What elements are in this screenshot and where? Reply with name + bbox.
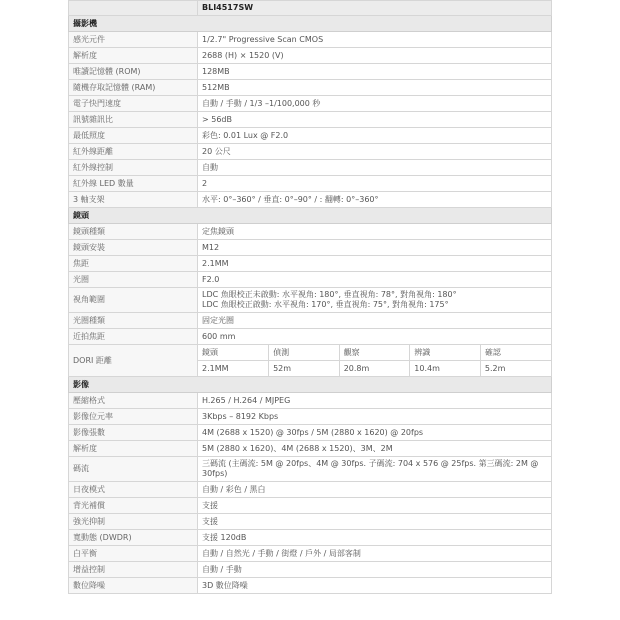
- spec-label: 光圈種類: [69, 313, 198, 329]
- spec-row: [69, 313, 552, 329]
- section-header: [69, 208, 552, 224]
- spec-label: 鏡頭安裝: [69, 240, 198, 256]
- spec-value-line: 支援 120dB: [202, 532, 247, 542]
- spec-value-line: 600 mm: [202, 331, 236, 341]
- section-title: 攝影機: [69, 16, 552, 32]
- spec-value: [198, 80, 552, 96]
- spec-label: 數位降噪: [69, 578, 198, 594]
- spec-row: [69, 562, 552, 578]
- spec-row: [69, 80, 552, 96]
- spec-value: [198, 176, 552, 192]
- spec-value: [198, 530, 552, 546]
- spec-value-line: 支援: [202, 500, 218, 510]
- spec-value-line: 512MB: [202, 82, 230, 92]
- spec-value-line: 20 公尺: [202, 146, 231, 156]
- spec-value: [198, 457, 552, 482]
- spec-value-line: 3Kbps – 8192 Kbps: [202, 411, 279, 421]
- dori-cell: [198, 345, 552, 377]
- spec-row: [69, 498, 552, 514]
- spec-label: 解析度: [69, 441, 198, 457]
- spec-row: [69, 192, 552, 208]
- spec-value: [198, 441, 552, 457]
- spec-value-line: LDC 魚眼校正未啟動: 水平視角: 180°, 垂直視角: 78°, 對角視角: 180°: [202, 290, 457, 299]
- spec-row: [69, 578, 552, 594]
- section-header: [69, 16, 552, 32]
- spec-value: [198, 482, 552, 498]
- spec-value: [198, 272, 552, 288]
- spec-row: [69, 530, 552, 546]
- spec-row: [69, 160, 552, 176]
- spec-label: 視角範圍: [69, 288, 198, 313]
- spec-value-line: 3D 數位降噪: [202, 580, 248, 590]
- dori-header-row: [198, 345, 551, 361]
- spec-value-line: 水平: 0°–360° / 垂直: 0°–90° / : 翻轉: 0°–360°: [202, 194, 379, 204]
- spec-value-line: 1/2.7" Progressive Scan CMOS: [202, 34, 324, 44]
- dori-table: [198, 345, 551, 376]
- spec-value-line: H.265 / H.264 / MJPEG: [202, 395, 291, 405]
- spec-value: [198, 329, 552, 345]
- dori-header: 偵測: [269, 345, 340, 361]
- spec-row: [69, 425, 552, 441]
- spec-value-line: 2: [202, 178, 208, 188]
- spec-value-line: 支援: [202, 516, 218, 526]
- spec-value: [198, 160, 552, 176]
- spec-label: 紅外線 LED 數量: [69, 176, 198, 192]
- spec-label: 紅外線控制: [69, 160, 198, 176]
- spec-label: 影像張數: [69, 425, 198, 441]
- spec-value: [198, 409, 552, 425]
- spec-value-line: 固定光圈: [202, 315, 234, 325]
- spec-label: 強光抑制: [69, 514, 198, 530]
- spec-row: [69, 128, 552, 144]
- spec-label: 鏡頭種類: [69, 224, 198, 240]
- spec-row: [69, 288, 552, 313]
- spec-row: [69, 546, 552, 562]
- spec-row: [69, 272, 552, 288]
- spec-label: 近拍焦距: [69, 329, 198, 345]
- section-header: [69, 377, 552, 393]
- spec-value: [198, 224, 552, 240]
- dori-value: 20.8m: [339, 361, 410, 377]
- spec-label: 電子快門速度: [69, 96, 198, 112]
- spec-row: [69, 112, 552, 128]
- spec-row: [69, 457, 552, 482]
- spec-row: [69, 240, 552, 256]
- spec-value: [198, 313, 552, 329]
- spec-value-line: 128MB: [202, 66, 230, 76]
- spec-value: [198, 192, 552, 208]
- spec-value: [198, 546, 552, 562]
- spec-value-line: 三碼流 (主碼流: 5M @ 20fps、4M @ 30fps. 子碼流: 704 x 576 @ 25fps. 第三碼流: 2M @: [202, 459, 539, 468]
- dori-label: DORI 距離: [69, 345, 198, 377]
- spec-value-line: 自動: [202, 162, 218, 172]
- model-name: BLI4517SW: [198, 1, 552, 16]
- spec-value-line: F2.0: [202, 274, 220, 284]
- spec-row: [69, 393, 552, 409]
- spec-value: [198, 112, 552, 128]
- spec-label: 隨機存取記憶體 (RAM): [69, 80, 198, 96]
- spec-value-line: 自動 / 彩色 / 黑白: [202, 484, 266, 494]
- spec-value: [198, 288, 552, 313]
- dori-value: 5.2m: [480, 361, 551, 377]
- spec-row: [69, 32, 552, 48]
- spec-label: 紅外線距離: [69, 144, 198, 160]
- dori-row: [69, 345, 552, 377]
- spec-label: 訊號雜訊比: [69, 112, 198, 128]
- spec-row: [69, 176, 552, 192]
- spec-value-line-2: LDC 魚眼校正啟動: 水平視角: 170°, 垂直視角: 75°, 對角視角: 175°: [202, 300, 449, 309]
- spec-label: 光圈: [69, 272, 198, 288]
- spec-label: 最低照度: [69, 128, 198, 144]
- spec-value: [198, 96, 552, 112]
- dori-value: 2.1MM: [202, 363, 229, 373]
- spec-value-line: 自動 / 自然光 / 手動 / 街燈 / 戶外 / 局部客制: [202, 548, 361, 558]
- spec-value-line-2: 30fps): [202, 469, 228, 478]
- spec-value-line: 5M (2880 x 1620)、4M (2688 x 1520)、3M、2M: [202, 443, 393, 453]
- spec-value-line: > 56dB: [202, 114, 232, 124]
- spec-label: 影像位元率: [69, 409, 198, 425]
- spec-row: [69, 256, 552, 272]
- dori-value: 10.4m: [410, 361, 481, 377]
- spec-value: [198, 48, 552, 64]
- spec-value: [198, 562, 552, 578]
- section-title: 影像: [69, 377, 552, 393]
- spec-label: 3 軸支架: [69, 192, 198, 208]
- spec-value: [198, 256, 552, 272]
- dori-value-row: [198, 361, 551, 377]
- spec-label: 壓縮格式: [69, 393, 198, 409]
- spec-table: [68, 0, 552, 594]
- spec-row: [69, 48, 552, 64]
- spec-value: [198, 498, 552, 514]
- spec-value-line: 彩色: 0.01 Lux @ F2.0: [202, 130, 289, 140]
- spec-row: [69, 224, 552, 240]
- spec-value: [198, 578, 552, 594]
- spec-label: 感光元件: [69, 32, 198, 48]
- spec-value-line: 2.1MM: [202, 258, 229, 268]
- spec-label: 寬動態 (DWDR): [69, 530, 198, 546]
- spec-value-line: 自動 / 手動 / 1/3 –1/100,000 秒: [202, 98, 321, 108]
- spec-value: [198, 144, 552, 160]
- spec-sheet: [68, 0, 552, 594]
- spec-value-line: 自動 / 手動: [202, 564, 242, 574]
- spec-label: 碼流: [69, 457, 198, 482]
- spec-row: [69, 96, 552, 112]
- spec-label: 焦距: [69, 256, 198, 272]
- spec-value-line: 2688 (H) × 1520 (V): [202, 50, 284, 60]
- spec-row: [69, 329, 552, 345]
- model-header-row: [69, 1, 552, 16]
- spec-value: [198, 240, 552, 256]
- spec-label: 增益控制: [69, 562, 198, 578]
- spec-label: 解析度: [69, 48, 198, 64]
- spec-row: [69, 144, 552, 160]
- spec-row: [69, 441, 552, 457]
- dori-header: 觀察: [339, 345, 410, 361]
- spec-value: [198, 32, 552, 48]
- spec-label: 白平衡: [69, 546, 198, 562]
- section-title: 鏡頭: [69, 208, 552, 224]
- spec-label: 日夜模式: [69, 482, 198, 498]
- spec-value-line: 4M (2688 x 1520) @ 30fps / 5M (2880 x 1620) @ 20fps: [202, 427, 424, 437]
- dori-header: 辨識: [410, 345, 481, 361]
- spec-value-line: M12: [202, 242, 220, 252]
- spec-row: [69, 514, 552, 530]
- dori-value: 52m: [269, 361, 340, 377]
- spec-value: [198, 393, 552, 409]
- dori-header: 鏡頭: [198, 345, 269, 361]
- spec-value-line: 定焦鏡頭: [202, 226, 234, 236]
- spec-value: [198, 425, 552, 441]
- spec-label: 背光補償: [69, 498, 198, 514]
- spec-row: [69, 482, 552, 498]
- model-header-blank: [69, 1, 198, 16]
- spec-row: [69, 64, 552, 80]
- spec-row: [69, 409, 552, 425]
- spec-value: [198, 514, 552, 530]
- spec-label: 唯讀記憶體 (ROM): [69, 64, 198, 80]
- spec-value: [198, 128, 552, 144]
- dori-header: 確認: [480, 345, 551, 361]
- spec-value: [198, 64, 552, 80]
